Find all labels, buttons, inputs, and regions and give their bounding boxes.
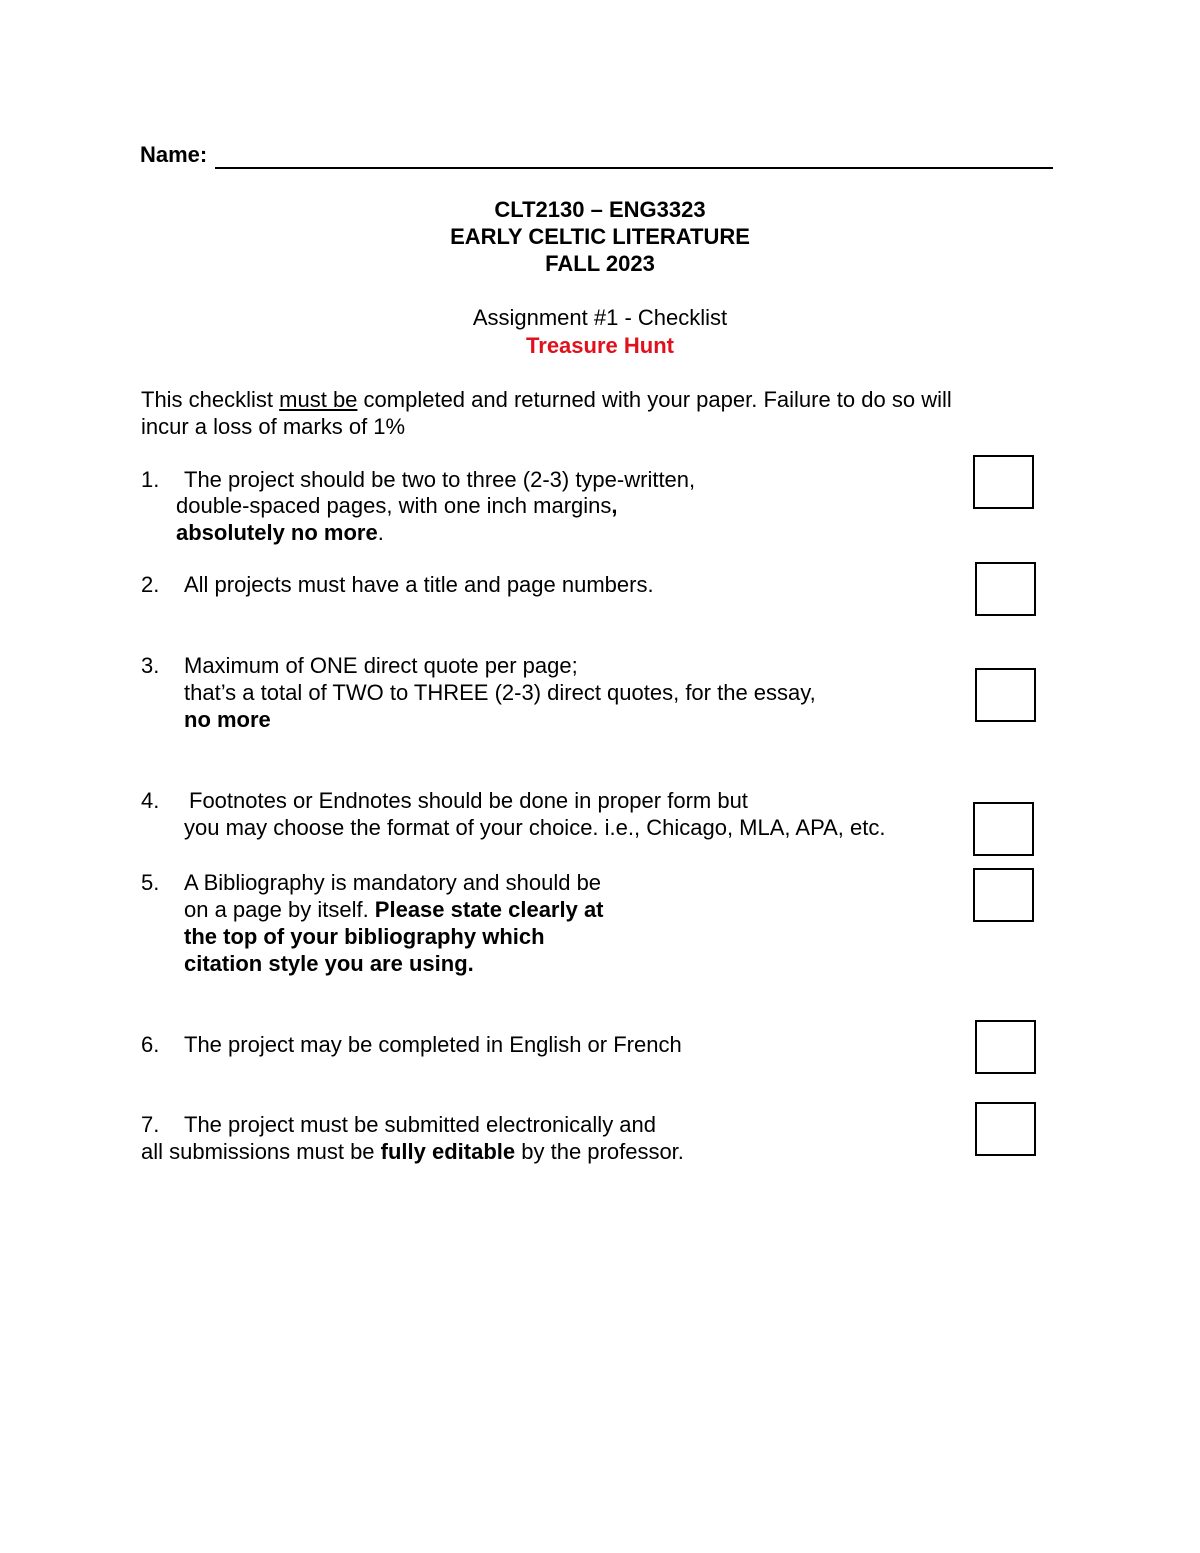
course-code: CLT2130 – ENG3323 bbox=[494, 197, 706, 222]
checkbox-item-3[interactable] bbox=[975, 668, 1036, 722]
item-7-line-2 bbox=[141, 1138, 684, 1165]
checkbox-item-2[interactable] bbox=[975, 562, 1036, 616]
item-3-line-1: Maximum of ONE direct quote per page; bbox=[184, 653, 578, 678]
intro-line-1 bbox=[141, 386, 952, 413]
item-3-line-2: that’s a total of TWO to THREE (2-3) direct quotes, for the essay, bbox=[184, 680, 816, 705]
item-number: 5. bbox=[141, 870, 160, 895]
name-label: Name: bbox=[140, 142, 208, 167]
item-5-line-4: citation style you are using. bbox=[184, 951, 474, 976]
item-5-line-2 bbox=[184, 896, 604, 923]
item-7-line-2-end: by the professor. bbox=[515, 1139, 684, 1164]
item-number: 7. bbox=[141, 1112, 160, 1137]
item-number: 2. bbox=[141, 572, 160, 597]
item-7-line-2-text: all submissions must be bbox=[141, 1139, 381, 1164]
item-4-line-2: you may choose the format of your choice. i.e., Chicago, MLA, APA, etc. bbox=[184, 815, 886, 840]
item-5-line-2-text: on a page by itself. bbox=[184, 897, 375, 922]
checkbox-item-6[interactable] bbox=[975, 1020, 1036, 1074]
item-4-line-1: Footnotes or Endnotes should be done in proper form but bbox=[189, 788, 748, 813]
item-5-line-3: the top of your bibliography which bbox=[184, 924, 545, 949]
item-1-line-2-text: double-spaced pages, with one inch margins bbox=[176, 493, 612, 518]
item-2-line-1: All projects must have a title and page numbers. bbox=[184, 572, 654, 597]
name-field-line[interactable] bbox=[215, 167, 1053, 169]
intro-text-cont: completed and returned with your paper. Failure to do so will bbox=[357, 387, 952, 412]
assignment-title: Assignment #1 - Checklist bbox=[472, 305, 728, 330]
item-7-emphasis: fully editable bbox=[380, 1139, 516, 1164]
intro-emphasis: must be bbox=[279, 387, 358, 412]
item-1-emphasis: absolutely no more bbox=[176, 520, 378, 545]
intro-text: This checklist bbox=[141, 387, 280, 412]
item-1-period: . bbox=[377, 520, 384, 545]
item-6-line-1: The project may be completed in English or French bbox=[184, 1032, 682, 1057]
item-number: 3. bbox=[141, 653, 160, 678]
checkbox-item-7[interactable] bbox=[975, 1102, 1036, 1156]
item-1-line-2 bbox=[176, 492, 618, 519]
item-number: 6. bbox=[141, 1032, 160, 1057]
item-7-line-1: The project must be submitted electronically and bbox=[184, 1112, 657, 1137]
checkbox-item-4[interactable] bbox=[973, 802, 1034, 856]
item-1-line-1: The project should be two to three (2-3) type-written, bbox=[184, 467, 696, 492]
checkbox-item-1[interactable] bbox=[973, 455, 1034, 509]
intro-line-2: incur a loss of marks of 1% bbox=[141, 414, 406, 439]
item-number: 1. bbox=[141, 467, 160, 492]
item-3-line-3: no more bbox=[184, 707, 271, 732]
item-number: 4. bbox=[141, 788, 160, 813]
item-1-comma: , bbox=[611, 493, 618, 518]
checkbox-item-5[interactable] bbox=[973, 868, 1034, 922]
item-5-emphasis: Please state clearly at bbox=[374, 897, 604, 922]
item-5-line-1: A Bibliography is mandatory and should be bbox=[184, 870, 602, 895]
term: FALL 2023 bbox=[545, 251, 655, 276]
item-1-line-3 bbox=[176, 519, 384, 546]
subtitle: Treasure Hunt bbox=[526, 333, 674, 358]
course-title: EARLY CELTIC LITERATURE bbox=[450, 224, 750, 249]
